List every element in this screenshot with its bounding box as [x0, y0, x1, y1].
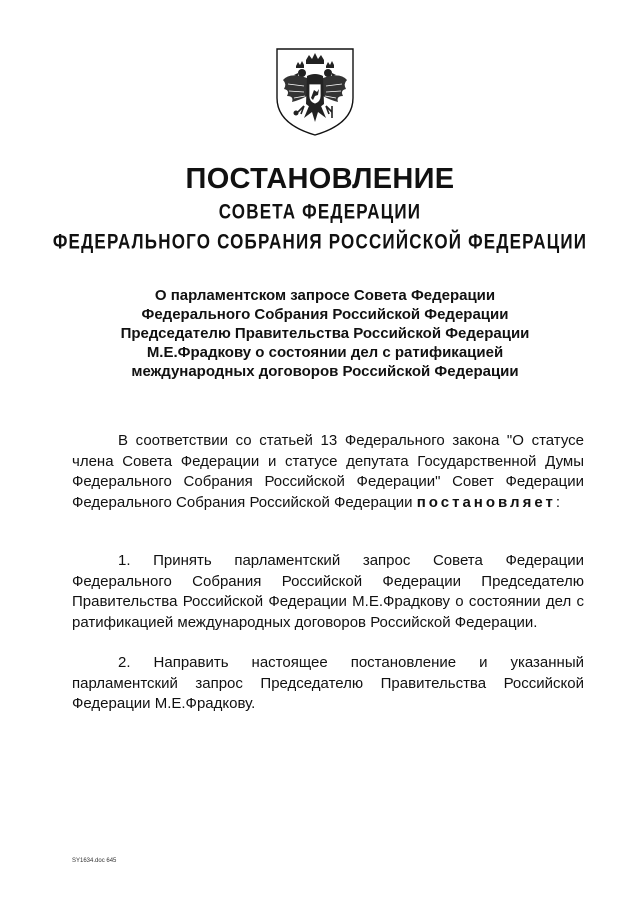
resolution-item-2: 2. Направить настоящее постановление и указанный парламентский запрос Председателю Правительства Российской Федерации М.Е.Фрадкову. — [72, 654, 584, 712]
document-subtitle-line1: СОВЕТА ФЕДЕРАЦИИ — [218, 199, 422, 224]
preamble-paragraph — [72, 431, 584, 513]
subject-line: М.Е.Фрадкову о состоянии дел с ратификацией — [146, 344, 504, 361]
subject-line: Председателю Правительства Российской Федерации — [120, 325, 530, 342]
file-reference: SY1634.doc 645 — [72, 858, 117, 864]
document-subtitle-line2: ФЕДЕРАЛЬНОГО СОБРАНИЯ РОССИЙСКОЙ ФЕДЕРАЦИИ — [52, 229, 588, 254]
preamble-text: В соответствии со статьей 13 Федерального закона "О статусе члена Совета Федерации и статусе депутата Государственной Думы Федерального Собрания Российской Федерации" Совет Федерации Федерального Собрания Российской Федерации — [72, 432, 584, 511]
document-subject — [60, 286, 590, 381]
double-headed-eagle-emblem-icon — [274, 46, 356, 138]
document-title: ПОСТАНОВЛЕНИЕ — [185, 163, 455, 195]
resolves-word: постановляет — [416, 493, 556, 511]
subject-line: Федерального Собрания Российской Федерации — [141, 306, 509, 323]
resolves-punctuation: : — [555, 493, 560, 511]
subject-line: международных договоров Российской Федерации — [131, 363, 519, 380]
resolution-item-1: 1. Принять парламентский запрос Совета Федерации Федерального Собрания Российской Федерации Председателю Правительства Российской Федерации М.Е.Фрадкову о состоянии дел с ратификацией международных договоров Российской Федерации. — [72, 552, 584, 631]
subject-line: О парламентском запросе Совета Федерации — [154, 287, 496, 304]
